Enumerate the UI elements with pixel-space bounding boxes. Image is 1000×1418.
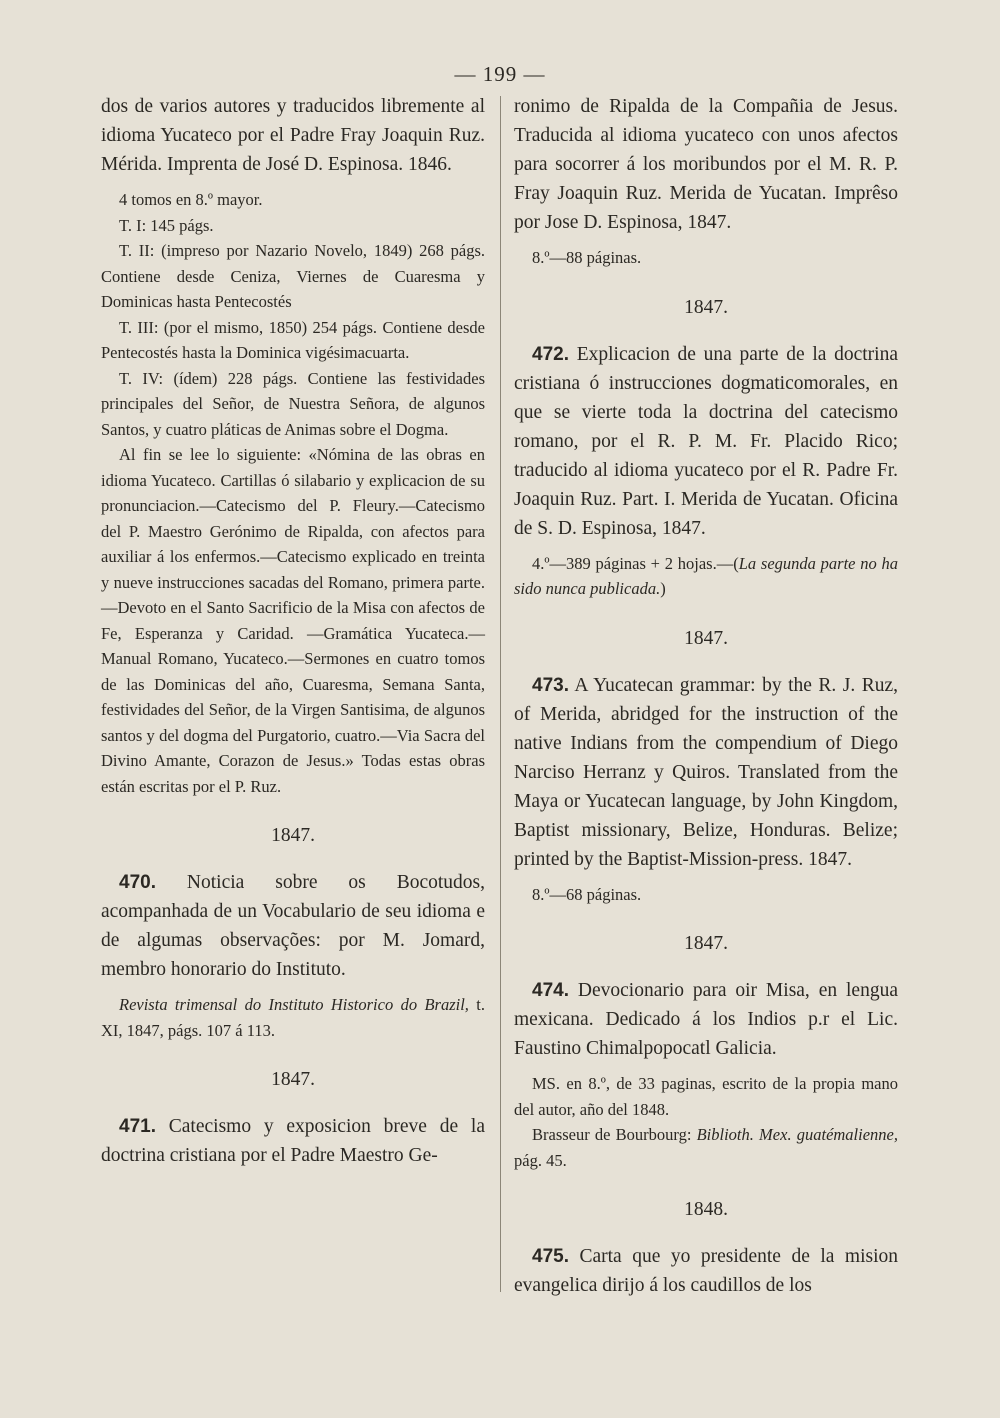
year-heading: 1847. xyxy=(684,933,728,954)
spacer xyxy=(514,543,898,551)
spacer xyxy=(101,984,485,992)
note-text: 4.º—389 páginas + 2 hojas.—( xyxy=(532,553,739,573)
note: T. III: (por el mismo, 1850) 254 págs. Contiene desde Pentecostés hasta la Dominica vigésimacuarta. xyxy=(101,317,485,362)
paragraph: dos de varios autores y traducidos libremente al idioma Yucateco por el Padre Fray Joaquin Ruz. Mérida. Imprenta de José D. Espinosa. 1846. xyxy=(101,96,485,175)
entry-475 xyxy=(514,1242,898,1300)
entry-number: 471. xyxy=(119,1116,156,1137)
entry-474 xyxy=(514,976,898,1063)
note-italic: Biblioth. Mex. guatémalienne, xyxy=(696,1125,898,1144)
spacer xyxy=(514,237,898,245)
spacer xyxy=(101,179,485,187)
entry-text: Explicacion de una parte de la doctrina cristiana ó instrucciones dogmaticomorales, en que se vierte toda la doctrina del catecismo romano, por el R. P. M. Fr. Placido Rico; traducido al idioma yucateco por el R. Padre Fr. Joaquin Ruz. Part. I. Merida de Yucatan. Oficina de S. D. Espinosa, 1847. xyxy=(514,343,899,539)
year-heading: 1847. xyxy=(684,627,728,649)
note-page: pág. 45. xyxy=(514,1150,567,1170)
entry-note: MS. en 8.º, de 33 paginas, escrito de la propia mano del autor, año del 1848. xyxy=(514,1074,898,1119)
right-column xyxy=(514,92,898,1300)
column-divider xyxy=(500,96,501,1292)
note: 8.º—88 páginas. xyxy=(532,248,642,267)
page-number: — 199 — xyxy=(454,62,546,86)
entry-text: Noticia sobre os Bocotudos, acompanhada de un Vocabulario de seu idioma e de algumas observações: por M. Jomard, membro honorario do Instituto. xyxy=(101,872,485,980)
entry-470 xyxy=(101,868,485,984)
entry-number: 470. xyxy=(119,872,156,893)
year-heading: 1848. xyxy=(684,1199,728,1220)
note-author: Brasseur de Bourbourg: xyxy=(532,1125,692,1144)
entry-text: Catecismo y exposicion breve de la doctrina cristiana por el Padre Maestro Ge- xyxy=(101,1116,485,1166)
entry-source xyxy=(101,992,485,1043)
entry-note xyxy=(514,551,898,602)
entry-471 xyxy=(101,1112,485,1170)
year-heading: 1847. xyxy=(271,1069,315,1090)
paragraph: ronimo de Ripalda de la Compañia de Jesus. Traducida al idioma yucateco con unos afectos para socorrer á los moribundos por el M. R. P. Fray Joaquin Ruz. Merida de Yucatan. Imprêso por Jose D. Espinosa, 1847. xyxy=(514,96,898,233)
note: 4 tomos en 8.º mayor. xyxy=(119,190,263,209)
entry-number: 475. xyxy=(532,1246,569,1267)
spacer xyxy=(514,1063,898,1071)
entry-text: Devocionario para oir Misa, en lengua mexicana. Dedicado á los Indios p.r el Lic. Faustino Chimalpopocatl Galicia. xyxy=(514,980,898,1059)
entry-text: A Yucatecan grammar: by the R. J. Ruz, of Merida, abridged for the instruction of the native Indians from the compendium of Diego Narciso Herranz y Quiros. Translated from the Maya or Yucatecan language, by John Kingdom, Baptist missionary, Belize, Honduras. Belize; printed by the Baptist-Mission-press. 1847. xyxy=(514,674,898,870)
entry-text: Carta que yo presidente de la mision evangelica dirijo á los caudillos de los xyxy=(514,1246,899,1296)
note: T. II: (impreso por Nazario Novelo, 1849) 268 págs. Contiene desde Ceniza, Viernes de Cuaresma y Dominicas hasta Pentecostés xyxy=(101,241,485,311)
source-title: Revista trimensal do Instituto Historico do Brazil, xyxy=(119,995,469,1014)
year-heading: 1847. xyxy=(271,825,315,846)
entry-472 xyxy=(514,340,898,543)
source-detail: t. XI, 1847, págs. 107 á 113. xyxy=(101,995,486,1040)
note: T. IV: (ídem) 228 págs. Contiene las festividades principales del Señor, de Nuestra Señora, de algunos Santos, y cuatro pláticas de Animas sobre el Dogma. xyxy=(101,368,485,439)
year-heading: 1847. xyxy=(684,296,728,318)
entry-number: 473. xyxy=(532,674,569,696)
note-close: ) xyxy=(660,579,666,598)
left-column xyxy=(101,92,485,1170)
note: T. I: 145 págs. xyxy=(119,215,214,235)
note-italic: La segunda parte no ha sido nunca publicada. xyxy=(514,553,898,598)
entry-note xyxy=(514,1122,898,1173)
spacer xyxy=(514,874,898,882)
entry-number: 472. xyxy=(532,343,569,365)
entry-note: 8.º—68 páginas. xyxy=(532,884,642,904)
entry-473 xyxy=(514,671,898,874)
entry-number: 474. xyxy=(532,980,569,1001)
note: Al fin se lee lo siguiente: «Nómina de las obras en idioma Yucateco. Cartillas ó silabario y explicacion de su pronunciacion.—Catecismo del P. Fleury.—Catecismo del P. Maestro Gerónimo de Ripalda, con afectos para auxiliar á los enfermos.—Catecismo explicado en treinta y nueve instrucciones sacadas del Romano, primera parte.—Devoto en el Santo Sacrificio de la Misa con afectos de Fe, Esperanza y Caridad. —Gramática Yucateca.—Manual Romano, Yucateco.—Sermones en cuatro tomos de las Dominicas del año, Cuaresma, Semana Santa, festividades del Señor, de la Virgen Santisima, de algunos santos y del dogma del Purgatorio, cuatro.—Via Sacra del Divino Amante, Corazon de Jesus.» Todas estas obras están escritas por el P. Ruz. xyxy=(101,445,485,796)
